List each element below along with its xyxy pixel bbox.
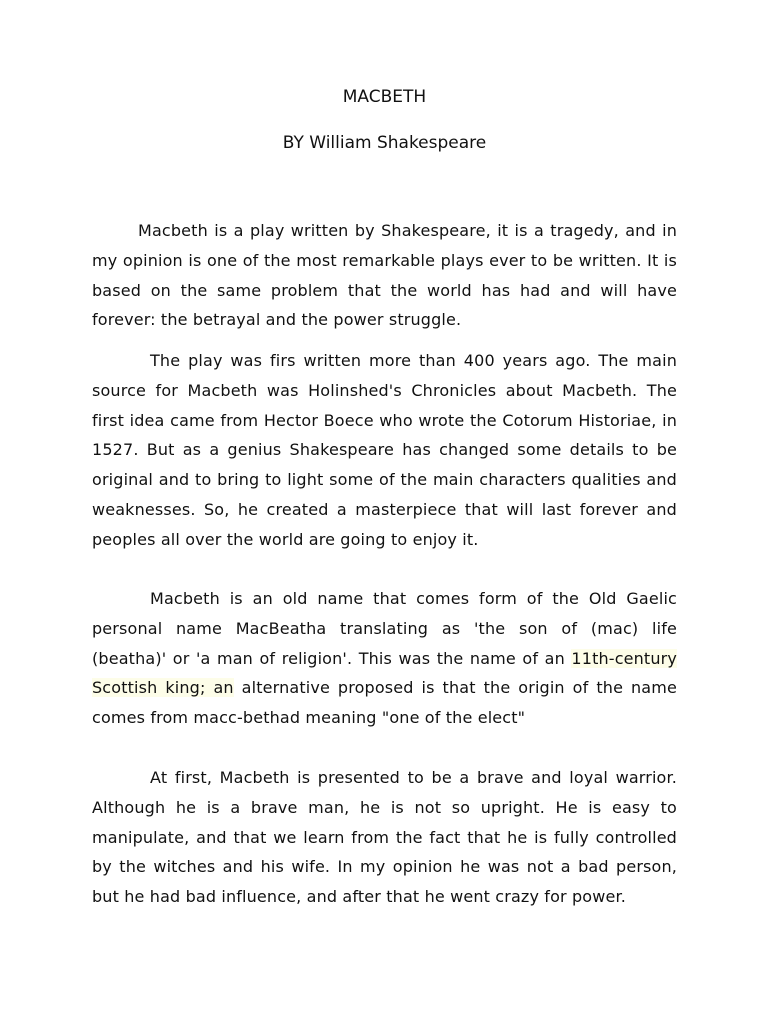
- document-subtitle: BY William Shakespeare: [282, 133, 487, 153]
- paragraph-3-start: Macbeth is an old name that comes form of the Old Gaelic personal name MacBeatha translating as 'the son of (mac) life (beatha)' or 'a man of religion'. This was the name of an: [92, 589, 677, 668]
- paragraph-1: Macbeth is a play written by Shakespeare, it is a tragedy, and in my opinion is one of the most remarkable plays ever to be written. It is based on the same problem that the world has had and will have forever: the betrayal and the power struggle.: [92, 221, 677, 330]
- paragraph-3: [92, 584, 677, 733]
- paragraph-3-end: alternative proposed is that the origin of the name comes from macc-bethad meaning "one of the elect": [92, 678, 677, 728]
- paragraph-3-block: [92, 584, 677, 733]
- paragraph-2-block: [92, 346, 677, 555]
- paragraph-4: At first, Macbeth is presented to be a brave and loyal warrior. Although he is a brave man, he is not so upright. He is easy to manipulate, and that we learn from the fact that he is fully controlled by the witches and his wife. In my opinion he was not a bad person, but he had bad influence, and after that he went crazy for power.: [92, 768, 677, 907]
- document-title: MACBETH: [342, 87, 427, 107]
- paragraph-1-block: [92, 216, 677, 335]
- paragraph-2: The play was firs written more than 400 years ago. The main source for Macbeth was Holinshed's Chronicles about Macbeth. The first idea came from Hector Boece who wrote the Cotorum Historiae, in 1527. But as a genius Shakespeare has changed some details to be original and to bring to light some of the main characters qualities and weaknesses. So, he created a masterpiece that will last forever and peoples all over the world are going to enjoy it.: [92, 351, 677, 549]
- paragraph-4-block: [92, 763, 677, 912]
- highlighted-text: 11th-century Scottish king; an: [92, 648, 677, 698]
